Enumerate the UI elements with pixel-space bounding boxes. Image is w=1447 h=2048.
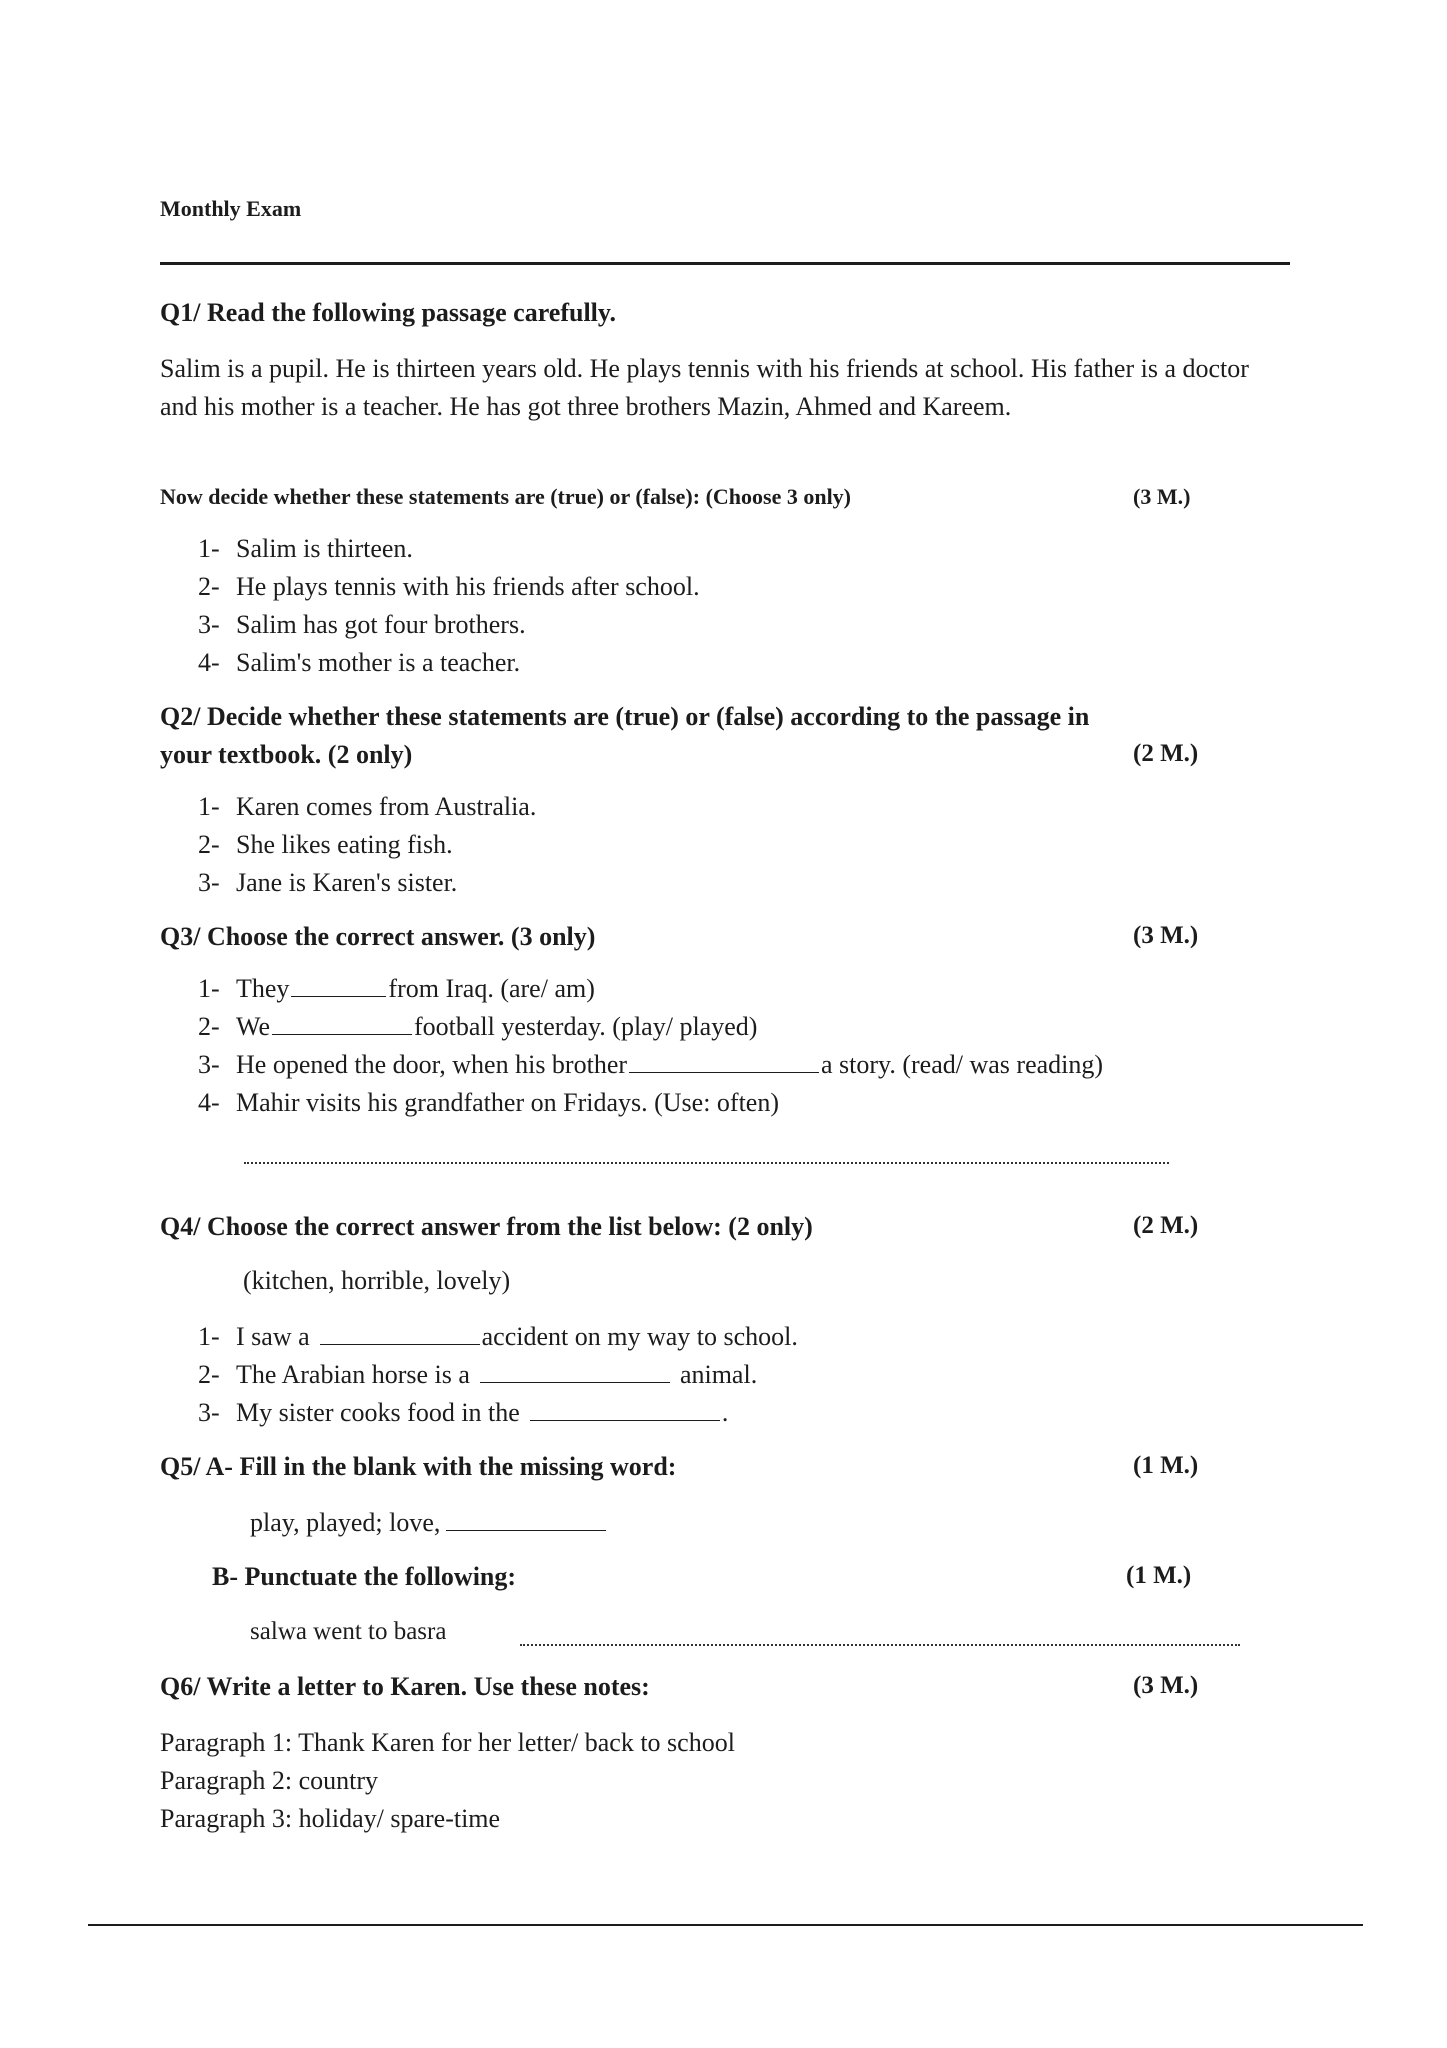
q6-note: Paragraph 2: country — [160, 1766, 379, 1795]
answer-dotted-line — [520, 1644, 1240, 1646]
answer-dotted-line — [244, 1162, 1169, 1164]
list-item: 1- They from Iraq. (are/ am) — [198, 974, 595, 1003]
q4-heading: Q4/ Choose the correct answer from the list below: (2 only) — [160, 1212, 813, 1241]
footer-divider — [88, 1924, 1363, 1926]
list-item: 3- Salim has got four brothers. — [198, 610, 526, 639]
q6-note: Paragraph 3: holiday/ spare-time — [160, 1804, 501, 1833]
q5-marks-a: (1 M.) — [1133, 1452, 1199, 1479]
answer-blank — [272, 1012, 412, 1035]
q1-marks: (3 M.) — [1133, 484, 1191, 509]
q1-passage: Salim is a pupil. He is thirteen years old. He plays tennis with his friends at school. His father is a doctor and his mother is a teacher. He has got three brothers Mazin, Ahmed and Kareem. — [160, 354, 1249, 421]
q5-heading-a: Q5/ A- Fill in the blank with the missing word: — [160, 1452, 677, 1481]
list-item: 2- She likes eating fish. — [198, 830, 453, 859]
header-divider — [160, 262, 1290, 265]
q4-word-list: (kitchen, horrible, lovely) — [243, 1266, 511, 1295]
q6-note: Paragraph 1: Thank Karen for her letter/ back to school — [160, 1728, 735, 1757]
list-item: 2- The Arabian horse is a animal. — [198, 1360, 758, 1389]
list-item: 3- My sister cooks food in the . — [198, 1398, 729, 1427]
list-item: 2- We football yesterday. (play/ played) — [198, 1012, 758, 1041]
list-item: 2- He plays tennis with his friends after school. — [198, 572, 700, 601]
q2-marks: (2 M.) — [1133, 740, 1199, 767]
q5-marks-b: (1 M.) — [1126, 1562, 1192, 1589]
answer-blank — [320, 1322, 480, 1345]
q5-words: play, played; love, — [250, 1508, 608, 1538]
q2-heading-line1: Q2/ Decide whether these statements are (true) or (false) according to the passage in — [160, 702, 1090, 731]
q1-instruction: Now decide whether these statements are (true) or (false): (Choose 3 only) — [160, 484, 852, 509]
q4-marks: (2 M.) — [1133, 1212, 1199, 1239]
q3-heading: Q3/ Choose the correct answer. (3 only) — [160, 922, 596, 951]
answer-blank — [480, 1360, 670, 1383]
list-item: 3- Jane is Karen's sister. — [198, 868, 458, 897]
exam-title: Monthly Exam — [160, 196, 302, 221]
list-item: 4- Salim's mother is a teacher. — [198, 648, 521, 677]
list-item: 1- I saw a accident on my way to school. — [198, 1322, 798, 1351]
answer-blank — [291, 974, 386, 997]
list-item: 4- Mahir visits his grandfather on Fridays. (Use: often) — [198, 1088, 780, 1117]
q3-marks: (3 M.) — [1133, 922, 1199, 949]
answer-blank — [446, 1508, 606, 1531]
q5-heading-b: B- Punctuate the following: — [212, 1562, 517, 1591]
q5-sentence: salwa went to basra — [250, 1618, 447, 1645]
q2-heading-line2: your textbook. (2 only) — [160, 740, 413, 769]
answer-blank — [530, 1398, 720, 1421]
answer-blank — [629, 1050, 819, 1073]
list-item: 1- Salim is thirteen. — [198, 534, 413, 563]
q1-heading: Q1/ Read the following passage carefully. — [160, 298, 616, 327]
list-item: 1- Karen comes from Australia. — [198, 792, 537, 821]
q6-heading: Q6/ Write a letter to Karen. Use these notes: — [160, 1672, 650, 1701]
list-item: 3- He opened the door, when his brother a story. (read/ was reading) — [198, 1050, 1104, 1079]
q6-marks: (3 M.) — [1133, 1672, 1199, 1699]
